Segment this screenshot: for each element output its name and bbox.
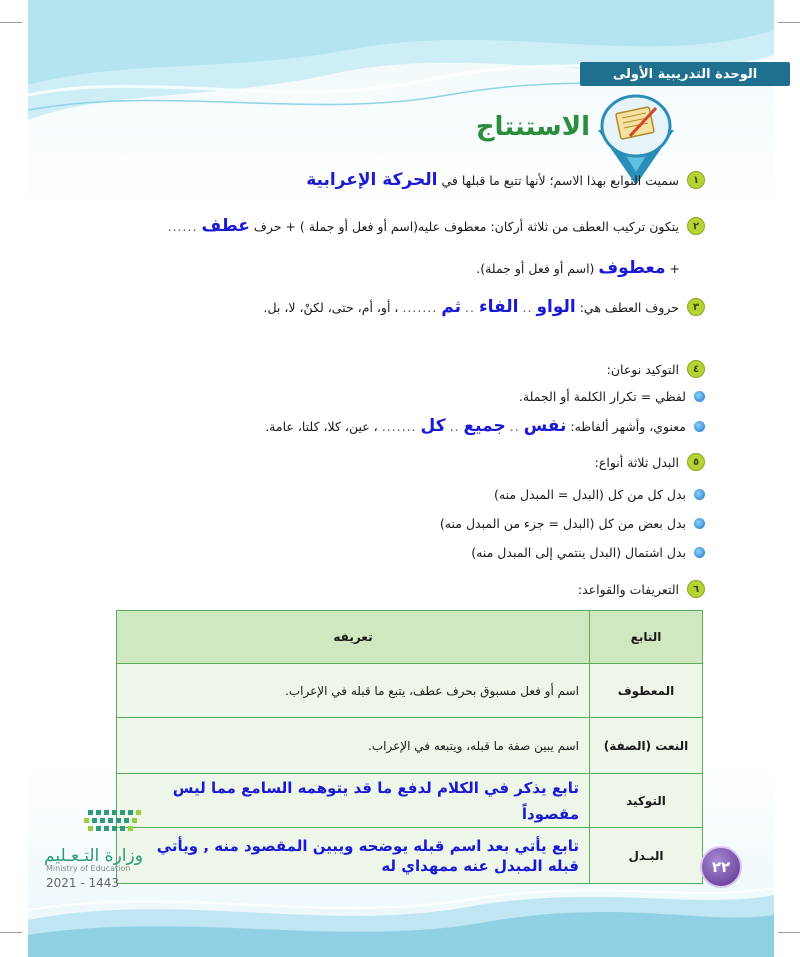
- blank-dots: ..: [449, 418, 460, 434]
- table-header-row: [117, 611, 703, 664]
- edition-year: 2021 - 1443: [46, 876, 120, 890]
- item-6: [578, 580, 705, 598]
- item-text: لفظي = تكرار الكلمة أو الجملة.: [518, 389, 686, 404]
- item-text: حروف العطف هي:: [579, 299, 679, 315]
- item-text: يتكون تركيب العطف من ثلاثة أركان: معطوف عليه(اسم أو فعل أو جملة ) + حرف: [253, 218, 679, 234]
- item-1: [306, 170, 705, 190]
- answer-text: الفاء: [478, 297, 519, 317]
- blank-dots: .......: [402, 299, 438, 315]
- item-text: معنوي، وأشهر ألفاظه:: [570, 418, 686, 434]
- answer-text: الواو: [536, 297, 576, 317]
- ministry-name: وزارة التـعـليم: [44, 846, 143, 866]
- item-3: [263, 297, 705, 317]
- item-2-continued: [476, 258, 680, 278]
- table-header-definition: تعريفه: [117, 611, 590, 664]
- item-2: [168, 216, 705, 236]
- ministry-name-english: Ministry of Education: [46, 864, 131, 873]
- unit-banner: الوحدة التدريبية الأولى: [580, 62, 790, 86]
- bullet-item: [494, 487, 705, 502]
- bullet-item: [519, 389, 705, 404]
- answer-text: ثم: [441, 297, 461, 317]
- item-text: ، أو، أم، حتى، لكنْ، لا، بل.: [263, 299, 399, 315]
- bullet-item: [471, 545, 705, 560]
- answer-text: كل: [420, 416, 446, 436]
- blank-dots: ......: [167, 218, 198, 234]
- bottom-wave-decoration: [28, 880, 774, 957]
- bullet-icon: [694, 489, 705, 500]
- answer-text: معطوف: [598, 258, 666, 278]
- item-number: ٣: [687, 298, 705, 316]
- table-row: [117, 718, 703, 774]
- item-5: [595, 453, 705, 471]
- item-text: بدل كل من كل (البدل = المبدل منه): [494, 487, 686, 502]
- item-title: البدل ثلاثة أنواع:: [594, 454, 679, 470]
- item-number: ٢: [687, 217, 705, 235]
- definition-line: تابع يأتي بعد اسم قبله يوضحه ويبين المقصود منه , ويأتي: [156, 836, 579, 855]
- blank-dots: ..: [509, 418, 520, 434]
- bullet-item: [440, 516, 705, 531]
- item-text: (اسم أو فعل أو جملة).: [476, 260, 595, 276]
- item-text: سميت التوابع بهذا الاسم؛ لأنها تتبع ما قبلها في: [441, 172, 679, 188]
- bullet-icon: [694, 391, 705, 402]
- item-title: التوكيد نوعان:: [606, 361, 679, 377]
- term-cell: البـدل: [590, 828, 703, 884]
- definition-cell: اسم أو فعل مسبوق بحرف عطف، يتبع ما قبله في الإعراب.: [117, 664, 590, 718]
- definitions-table: [116, 610, 703, 884]
- table-row: [117, 664, 703, 718]
- bullet-icon: [694, 518, 705, 529]
- item-number: ١: [687, 171, 705, 189]
- item-text: ، عين، كلا، كلتا، عامة.: [265, 418, 378, 434]
- item-number: ٦: [687, 580, 705, 598]
- blank-dots: ..: [465, 299, 475, 315]
- term-cell: التوكيد: [590, 774, 703, 828]
- item-text: +: [669, 260, 680, 276]
- definition-cell: اسم يبين صفة ما قبله، ويتبعه في الإعراب.: [117, 718, 590, 774]
- table-header-term: التابع: [590, 611, 703, 664]
- item-text: بدل بعض من كل (البدل = جزء من المبدل منه): [439, 516, 686, 531]
- answer-text: عطف: [201, 216, 250, 236]
- bullet-icon: [694, 547, 705, 558]
- bullet-item: [265, 416, 705, 436]
- answer-text: نفس: [523, 416, 567, 436]
- bullet-icon: [694, 421, 705, 432]
- item-text: بدل اشتمال (البدل ينتمي إلى المبدل منه): [471, 545, 686, 560]
- blank-dots: ..: [522, 299, 533, 315]
- page-number: ٢٢: [700, 846, 742, 888]
- blank-dots: .......: [381, 418, 417, 434]
- answer-text: جميع: [463, 416, 506, 436]
- term-cell: النعت (الصفة): [590, 718, 703, 774]
- answer-text: الحركة الإعرابية: [306, 170, 438, 190]
- table-row: [117, 828, 703, 884]
- item-title: التعريفات والقواعد:: [577, 581, 679, 597]
- definition-cell: تابع يذكر في الكلام لدفع ما قد يتوهمه السامع مما ليس مقصوداً: [117, 774, 590, 828]
- definition-cell: [117, 828, 590, 884]
- item-4: [607, 360, 705, 378]
- section-title: الاستنتاج: [475, 112, 590, 142]
- item-number: ٤: [687, 360, 705, 378]
- term-cell: المعطوف: [590, 664, 703, 718]
- table-row: [117, 774, 703, 828]
- item-number: ٥: [687, 453, 705, 471]
- definition-line: قبله المبدل عنه ممهداي له: [381, 856, 579, 875]
